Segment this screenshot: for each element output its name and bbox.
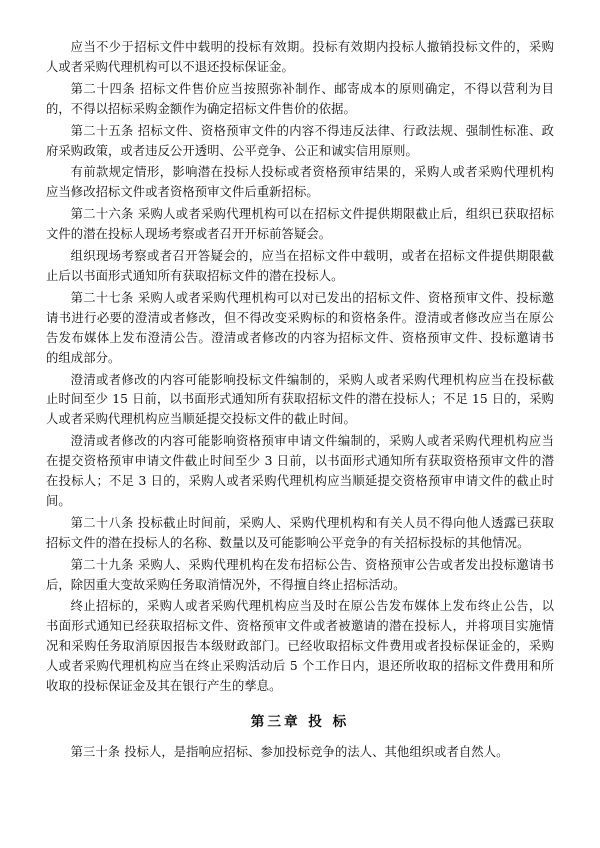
paragraph: 第二十七条 采购人或者采购代理机构可以对已发出的招标文件、资格预审文件、投标邀请书进行必要的澄清或者修改，但不得改变采购标的和资格条件。澄清或者修改应当在原公告发布媒体上发布澄清公告。澄清或者修改的内容为招标文件、资格预审文件、投标邀请书的组成部分。 — [46, 290, 554, 365]
paragraph: 澄清或者修改的内容可能影响投标文件编制的，采购人或者采购代理机构应当在投标截止时间至少 15 日前，以书面形式通知所有获取招标文件的潜在投标人；不足 15 日的，采购人或者采购代理机构应当顺延提交投标文件的截止时间。 — [46, 372, 554, 427]
paragraph: 应当不少于招标文件中载明的投标有效期。投标有效期内投标人撤销投标文件的，采购人或者采购代理机构可以不退还投标保证金。 — [46, 40, 554, 74]
paragraph: 有前款规定情形，影响潜在投标人投标或者资格预审结果的，采购人或者采购代理机构应当修改招标文件或者资格预审文件后重新招标。 — [46, 165, 554, 200]
paragraph: 第二十四条 招标文件售价应当按照弥补制作、邮寄成本的原则确定，不得以营利为目的，不得以招标采购金额作为确定招标文件售价的依据。 — [46, 81, 554, 116]
paragraph: 组织现场考察或者召开答疑会的，应当在招标文件中载明，或者在招标文件提供期限截止后以书面形式通知所有获取招标文件的潜在投标人。 — [46, 249, 554, 283]
paragraph: 澄清或者修改的内容可能影响资格预审申请文件编制的，采购人或者采购代理机构应当在提交资格预审申请文件截止时间至少 3 日前，以书面形式通知所有获取资格预审文件的潜在投标人；不足 3 日的，采购人或者采购代理机构应当顺延提交资格预审申请文件的截止时间。 — [46, 434, 554, 508]
paragraph: 第二十五条 招标文件、资格预审文件的内容不得违反法律、行政法规、强制性标准、政府采购政策，或者违反公开透明、公平竞争、公正和诚实信用原则。 — [46, 123, 554, 158]
document-body — [46, 38, 554, 763]
paragraph: 第二十九条 采购人、采购代理机构在发布招标公告、资格预审公告或者发出投标邀请书后，除因重大变故采购任务取消情况外，不得擅自终止招标活动。 — [46, 557, 554, 592]
chapter-heading: 第三章 投 标 — [250, 714, 350, 730]
paragraph: 第三十条 投标人，是指响应招标、参加投标竞争的法人、其他组织或者自然人。 — [70, 745, 509, 760]
paragraph: 终止招标的，采购人或者采购代理机构应当及时在原公告发布媒体上发布终止公告，以书面形式通知已经获取招标文件、资格预审文件或者被邀请的潜在投标人，并将项目实施情况和采购任务取消原因报告本级财政部门。已经收取招标文件费用或者投标保证金的，采购人或者采购代理机构应当在终止采购活动后 5 个工作日内，退还所收取的招标文件费用和所收取的投标保证金及其在银行产生的孳息。 — [46, 599, 554, 694]
paragraph: 第二十八条 投标截止时间前，采购人、采购代理机构和有关人员不得向他人透露已获取招标文件的潜在投标人的名称、数量以及可能影响公平竞争的有关招标投标的其他情况。 — [46, 515, 554, 550]
paragraph: 第二十六条 采购人或者采购代理机构可以在招标文件提供期限截止后，组织已获取招标文件的潜在投标人现场考察或者召开开标前答疑会。 — [46, 207, 554, 242]
